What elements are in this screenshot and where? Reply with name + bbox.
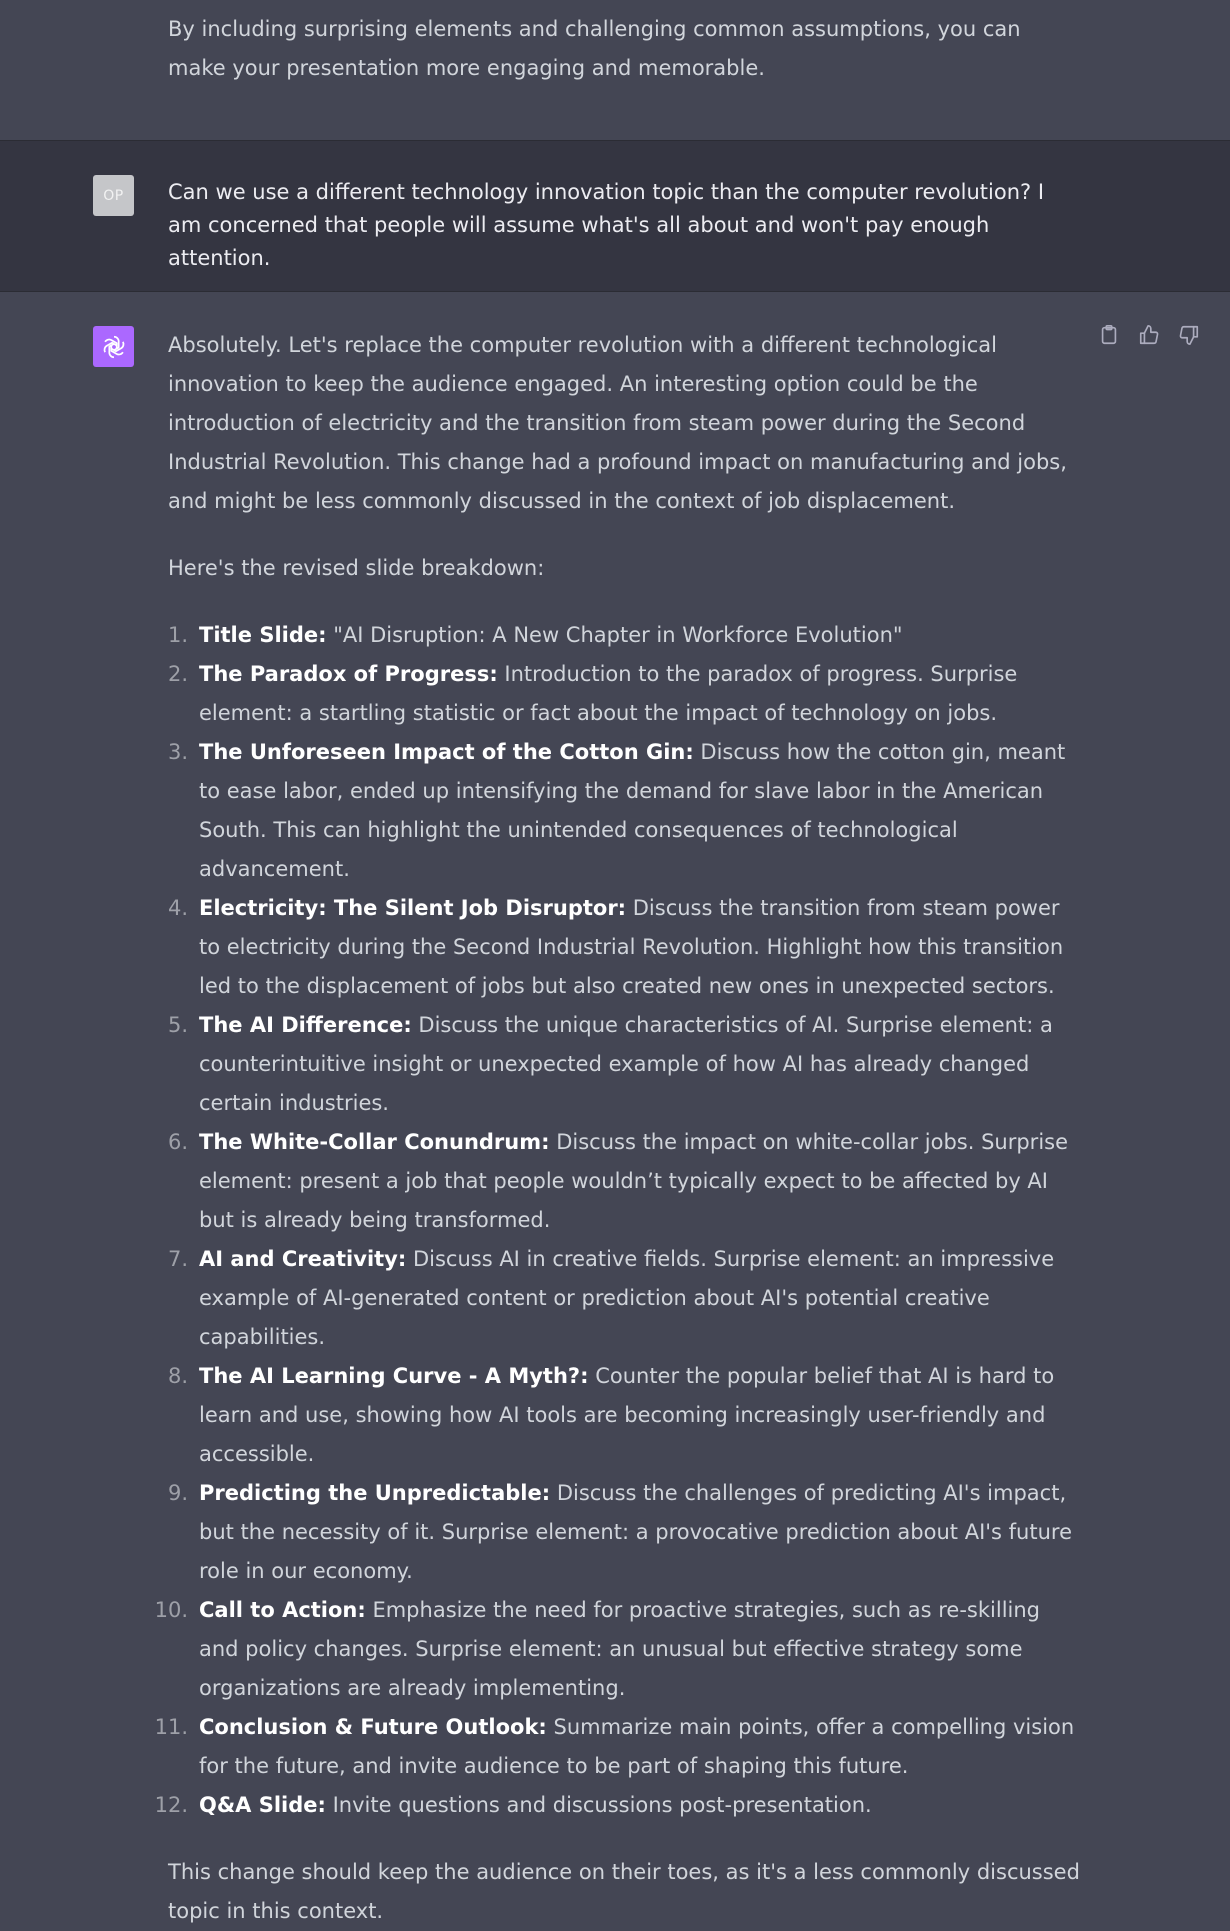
list-number: 2. bbox=[167, 662, 188, 686]
slide-title: AI and Creativity: bbox=[199, 1247, 407, 1271]
previous-assistant-message bbox=[0, 0, 1230, 140]
slides-list bbox=[154, 616, 1082, 1825]
list-item bbox=[154, 1591, 1082, 1708]
slide-title: Q&A Slide: bbox=[199, 1793, 326, 1817]
list-number: 10. bbox=[154, 1598, 188, 1622]
list-item bbox=[168, 889, 1082, 1006]
message-actions bbox=[1096, 322, 1202, 348]
list-number: 8. bbox=[167, 1364, 188, 1388]
slide-title: Call to Action: bbox=[199, 1598, 366, 1622]
list-number: 11. bbox=[154, 1715, 188, 1739]
list-item bbox=[168, 1240, 1082, 1357]
slide-title: The Paradox of Progress: bbox=[199, 662, 498, 686]
slide-description: Discuss the challenges of predicting AI's impact, but the necessity of it. Surprise element: a provocative prediction about AI's future role in our economy. bbox=[199, 1481, 1072, 1583]
clipboard-icon bbox=[1098, 324, 1120, 346]
slide-description: Discuss the transition from steam power to electricity during the Second Industrial Revolution. Highlight how this transition led to the displacement of jobs but also created new ones in unexpected sectors. bbox=[199, 896, 1064, 998]
slide-title: The Unforeseen Impact of the Cotton Gin: bbox=[199, 740, 694, 764]
list-item bbox=[168, 1123, 1082, 1240]
slide-title: Electricity: The Silent Job Disruptor: bbox=[199, 896, 627, 920]
user-avatar: OP bbox=[93, 175, 134, 216]
breakdown-heading: Here's the revised slide breakdown: bbox=[168, 556, 545, 580]
slide-title: The AI Difference: bbox=[199, 1013, 412, 1037]
thumbs-down-button[interactable] bbox=[1176, 322, 1202, 348]
list-number: 4. bbox=[167, 896, 188, 920]
closing-paragraph: This change should keep the audience on their toes, as it's a less commonly discussed topic in this context. bbox=[168, 1860, 1080, 1923]
list-item bbox=[168, 655, 1082, 733]
slide-description: Emphasize the need for proactive strategies, such as re-skilling and policy changes. Surprise element: an unusual but effective strategy some organizations are already implementing. bbox=[199, 1598, 1041, 1700]
slide-description: Summarize main points, offer a compelling vision for the future, and invite audience to be part of shaping this future. bbox=[199, 1715, 1075, 1778]
list-item bbox=[168, 1474, 1082, 1591]
list-number: 7. bbox=[167, 1247, 188, 1271]
thumbs-up-icon bbox=[1138, 324, 1160, 346]
slide-description: Discuss how the cotton gin, meant to ease labor, ended up intensifying the demand for slave labor in the American South. This can highlight the unintended consequences of technological advancement. bbox=[199, 740, 1066, 881]
list-item bbox=[168, 733, 1082, 889]
slide-title: The White-Collar Conundrum: bbox=[199, 1130, 550, 1154]
slide-description: "AI Disruption: A New Chapter in Workforce Evolution" bbox=[326, 623, 903, 647]
list-number: 12. bbox=[154, 1793, 188, 1817]
slide-description: Discuss the impact on white-collar jobs. Surprise element: present a job that people wouldn’t typically expect to be affected by AI but is already being transformed. bbox=[199, 1130, 1069, 1232]
slide-title: Conclusion & Future Outlook: bbox=[199, 1715, 547, 1739]
list-number: 3. bbox=[167, 740, 188, 764]
slide-description: Discuss the unique characteristics of AI. Surprise element: a counterintuitive insight or unexpected example of how AI has already changed certain industries. bbox=[199, 1013, 1053, 1115]
copy-button[interactable] bbox=[1096, 322, 1122, 348]
list-item bbox=[168, 1006, 1082, 1123]
assistant-message-content bbox=[154, 326, 1082, 1931]
list-item bbox=[168, 1357, 1082, 1474]
slide-title: The AI Learning Curve - A Myth?: bbox=[199, 1364, 589, 1388]
thumbs-down-icon bbox=[1178, 324, 1200, 346]
list-item bbox=[154, 1786, 1082, 1825]
list-item bbox=[154, 1708, 1082, 1786]
openai-logo-icon bbox=[93, 326, 134, 367]
list-number: 5. bbox=[167, 1013, 188, 1037]
slide-title: Predicting the Unpredictable: bbox=[199, 1481, 551, 1505]
list-number: 1. bbox=[167, 623, 188, 647]
list-item bbox=[168, 616, 1082, 655]
slide-description: Introduction to the paradox of progress. Surprise element: a startling statistic or fact about the impact of technology on jobs. bbox=[199, 662, 1018, 725]
user-message-text: Can we use a different technology innovation topic than the computer revolution? I am concerned that people will assume what's all about and won't pay enough attention. bbox=[168, 180, 1045, 270]
message-text: By including surprising elements and challenging common assumptions, you can make your presentation more engaging and memorable. bbox=[168, 17, 1021, 80]
intro-paragraph: Absolutely. Let's replace the computer revolution with a different technological innovation to keep the audience engaged. An interesting option could be the introduction of electricity and the transition from steam power during the Second Industrial Revolution. This change had a profound impact on manufacturing and jobs, and might be less commonly discussed in the context of job displacement. bbox=[168, 333, 1067, 513]
list-number: 6. bbox=[167, 1130, 188, 1154]
user-message bbox=[0, 140, 1230, 292]
assistant-message bbox=[0, 292, 1230, 1923]
slide-description: Invite questions and discussions post-presentation. bbox=[325, 1793, 872, 1817]
thumbs-up-button[interactable] bbox=[1136, 322, 1162, 348]
slide-title: Title Slide: bbox=[199, 623, 327, 647]
slide-description: Counter the popular belief that AI is hard to learn and use, showing how AI tools are becoming increasingly user-friendly and accessible. bbox=[199, 1364, 1055, 1466]
list-number: 9. bbox=[167, 1481, 188, 1505]
slide-description: Discuss AI in creative fields. Surprise element: an impressive example of AI-generated content or prediction about AI's potential creative capabilities. bbox=[199, 1247, 1055, 1349]
